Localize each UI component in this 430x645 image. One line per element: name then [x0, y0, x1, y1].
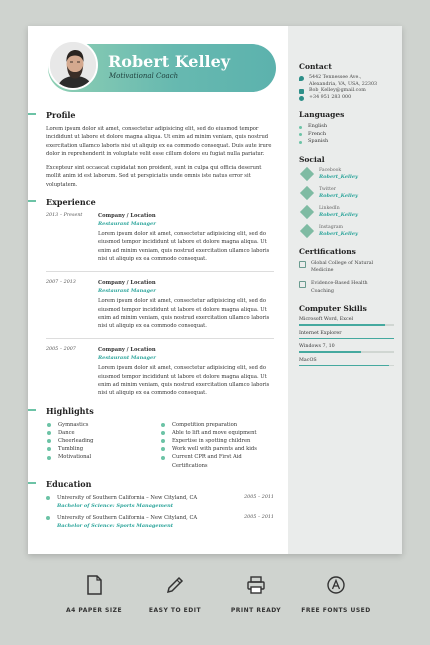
education-school: University of Southern California – New Cityland, CA [57, 514, 198, 521]
printer-icon [246, 575, 266, 595]
pencil-icon [165, 575, 185, 595]
bullet-icon [47, 447, 51, 451]
bullet-icon [47, 431, 51, 435]
bullet-icon [299, 126, 302, 129]
certifications-section [299, 247, 394, 295]
bullet-icon [46, 516, 50, 520]
social-item-linkedin: LinkedIn Robert_Kelley [299, 206, 394, 219]
skill-bar [299, 365, 394, 367]
main-column [28, 102, 288, 534]
profile-paragraph: Lorem ipsum dolor sit amet, consectetur adipisicing elit, sed do eiusmod tempor incididunt ut labore et dolore magna aliqua. Ut enim ad minim veniam, quis nostrud exercitation ullamco laboris nisi ut aliquip ex ea commodo consequat. Duis aute irure dolor in reprehenderit in voluptate velit esse cillum dolore eu fugiat nulla pariatur. [46, 126, 272, 157]
highlights-heading: Highlights [46, 406, 274, 416]
email-icon [299, 89, 304, 94]
skill-bar [299, 351, 394, 353]
contact-address: 5442 Tennessee Ave., Alexandria, VA, USA, 22303 [299, 75, 394, 88]
education-school: University of Southern California – New Cityland, CA [57, 494, 198, 501]
contact-phone: +34 951 283 000 [299, 95, 394, 102]
feature-edit: EASY TO EDIT [125, 575, 225, 614]
highlight-item: Dance [46, 429, 160, 437]
education-section [28, 479, 288, 530]
highlight-item: Cheerleading [46, 437, 160, 445]
languages-section [299, 110, 394, 146]
bullet-icon [161, 456, 165, 460]
highlight-item: Tumbling [46, 445, 160, 453]
profile-paragraph: Excepteur sint occaecat cupidatat non proident, sunt in culpa qui officia deserunt mollit anim id est laborum. Sed ut perspiciatis unde omnis iste natus error sit voluptatem. [46, 165, 262, 188]
contact-section [299, 62, 394, 101]
experience-item [46, 346, 274, 397]
skills-heading: Computer Skills [299, 304, 367, 314]
certifications-heading: Certifications [299, 246, 356, 256]
highlight-item: Motivational [46, 453, 160, 461]
education-years: 2005 – 2011 [244, 494, 274, 500]
bullet-icon [47, 456, 51, 460]
experience-description: Lorem ipsum dolor sit amet, consectetur adipisicing elit, sed do eiusmod tempor incididunt ut labore et dolore magna aliqua. Ut enim ad minim veniam, quis nostrud exercitation ullamco laboris nisi ut aliquip ex ea commodo consequat. [98, 231, 270, 262]
bullet-icon [161, 423, 165, 427]
experience-company: Company / Location [98, 280, 156, 287]
contact-email: Bob_Kelley@gmail.com [299, 88, 394, 95]
twitter-icon [300, 186, 314, 200]
highlights-section [28, 406, 288, 470]
bullet-icon [161, 447, 165, 451]
language-item: Spanish [299, 138, 394, 146]
certification-item: Evidence-Based Health Coaching [299, 280, 394, 295]
profile-heading: Profile [46, 110, 274, 120]
highlight-item: Gymnastics [46, 421, 160, 429]
skills-section [299, 304, 394, 366]
social-item-instagram: Instagram Robert_Kelley [299, 225, 394, 238]
skill-item: MacOS [299, 358, 394, 367]
social-section [299, 155, 394, 238]
experience-item [46, 279, 274, 330]
bullet-icon [46, 496, 50, 500]
phone-icon [299, 96, 304, 101]
highlights-column [160, 421, 274, 470]
resume-sheet [28, 26, 402, 554]
education-heading: Education [46, 479, 274, 489]
certificate-icon [299, 281, 306, 288]
divider [46, 271, 274, 272]
education-degree: Bachelor of Science: Sports Management [57, 502, 174, 509]
linkedin-icon [300, 205, 314, 219]
skill-bar [299, 324, 394, 326]
facebook-icon [300, 167, 314, 181]
divider [46, 338, 274, 339]
experience-company: Company / Location [98, 347, 156, 354]
skill-bar [299, 338, 394, 340]
document-icon [85, 575, 103, 595]
education-years: 2005 – 2011 [244, 514, 274, 520]
experience-section [28, 197, 288, 398]
highlight-item: Certifications [172, 462, 208, 469]
language-item: French [299, 131, 394, 139]
highlights-column [46, 421, 160, 470]
education-item [46, 494, 274, 510]
highlight-item: Work well with parents and kids [160, 445, 274, 453]
person-name: Robert Kelley [108, 52, 231, 71]
certificate-icon [299, 261, 306, 268]
experience-role: Restaurant Manager [98, 355, 156, 362]
highlight-item: Competition preparation [160, 421, 274, 429]
social-item-twitter: Twitter Robert_Kelley [299, 187, 394, 200]
location-icon [299, 76, 304, 81]
skill-item: Microsoft Word, Excel [299, 317, 394, 326]
experience-date: 2005 – 2007 [46, 347, 76, 353]
sidebar [288, 26, 402, 554]
bullet-icon [47, 439, 51, 443]
bullet-icon [47, 423, 51, 427]
bullet-icon [299, 133, 302, 136]
bullet-icon [299, 141, 302, 144]
skill-item: Windows 7, 10 [299, 344, 394, 353]
highlight-item: Able to lift and move equipment [160, 429, 274, 437]
experience-role: Restaurant Manager [98, 221, 156, 228]
social-heading: Social [299, 154, 325, 164]
experience-date: 2007 – 2013 [46, 280, 76, 286]
font-icon [326, 575, 346, 595]
profile-section [28, 110, 288, 189]
contact-heading: Contact [299, 62, 332, 71]
highlight-item: Expertise in spotting children [160, 437, 274, 445]
social-item-facebook: Facebook Robert_Kelley [299, 168, 394, 181]
feature-print: PRINT READY [206, 575, 306, 614]
instagram-icon [300, 224, 314, 238]
experience-description: Lorem ipsum dolor sit amet, consectetur adipisicing elit, sed do eiusmod tempor incididunt ut labore et dolore magna aliqua. Ut enim ad minim veniam, quis nostrud exercitation ullamco laboris nisi ut aliquip ex ea commodo consequat. [98, 365, 270, 397]
profile-photo [48, 40, 98, 90]
experience-role: Restaurant Manager [98, 288, 156, 295]
bullet-icon [161, 431, 165, 435]
certification-item: Global College of Natural Medicine [299, 260, 394, 275]
education-item [46, 514, 274, 530]
highlight-item: Current CPR and First Aid [160, 453, 274, 461]
languages-heading: Languages [299, 110, 345, 120]
feature-a4: A4 PAPER SIZE [44, 575, 144, 614]
language-item: English [299, 123, 394, 131]
experience-date: 2013 – Present [46, 213, 83, 219]
education-degree: Bachelor of Science: Sports Management [57, 522, 174, 529]
feature-fonts: FREE FONTS USED [286, 575, 386, 614]
experience-item [46, 212, 274, 263]
experience-company: Company / Location [98, 213, 156, 220]
feature-row [0, 575, 430, 625]
job-title: Motivational Coach [109, 72, 179, 80]
experience-heading: Experience [46, 197, 274, 207]
experience-description: Lorem ipsum dolor sit amet, consectetur adipisicing elit, sed do eiusmod tempor incididunt ut labore et dolore magna aliqua. Ut enim ad minim veniam, quis nostrud exercitation ullamco laboris nisi ut aliquip ex ea commodo consequat. [98, 298, 270, 330]
bullet-icon [161, 439, 165, 443]
skill-item: Internet Explorer [299, 331, 394, 340]
